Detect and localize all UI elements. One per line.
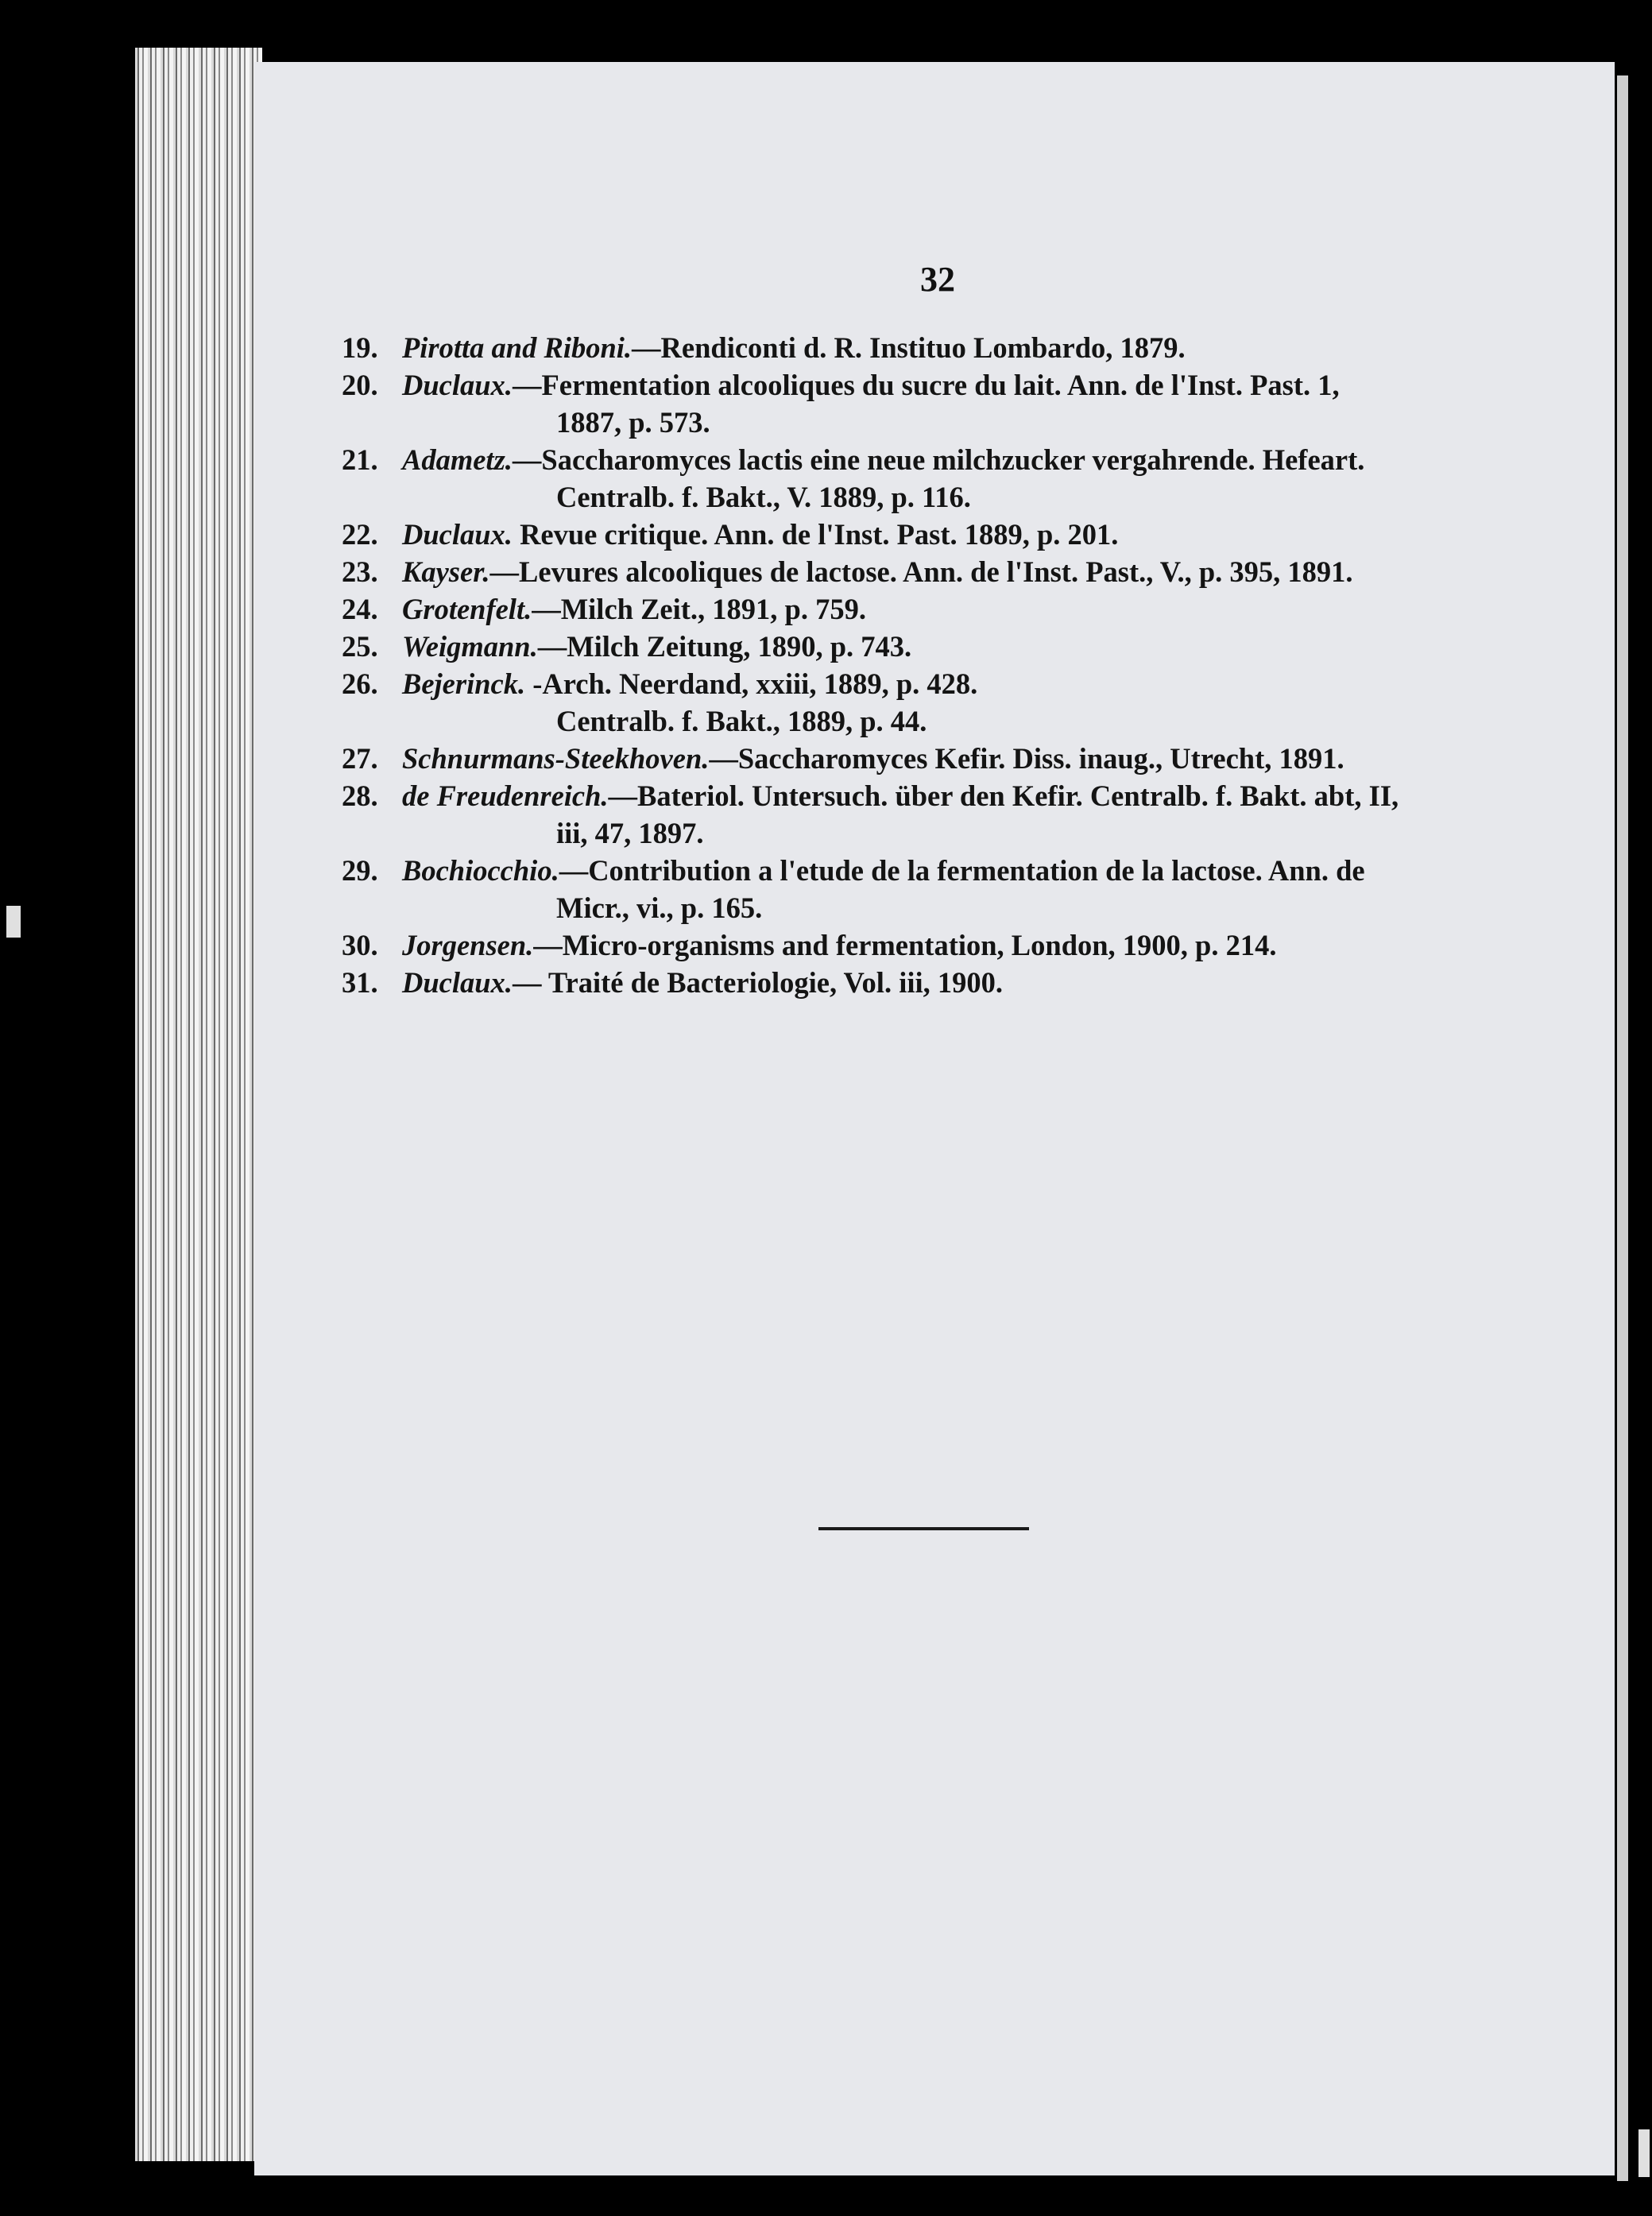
book-spine-edge xyxy=(135,48,262,2161)
reference-author: Bejerinck. xyxy=(402,667,526,700)
reference-continuation: Centralb. f. Bakt., 1889, p. 44. xyxy=(556,705,927,737)
reference-continuation: 1887, p. 573. xyxy=(556,406,710,439)
reference-number: 24. xyxy=(342,593,378,625)
reference-continuation: Micr., vi., p. 165. xyxy=(556,891,763,924)
reference-body xyxy=(402,665,1557,702)
reference-body xyxy=(402,926,1557,964)
reference-entry xyxy=(342,366,1557,404)
reference-entry xyxy=(342,329,1557,366)
reference-body xyxy=(402,366,1557,404)
reference-author: Adametz. xyxy=(402,443,513,476)
reference-entry xyxy=(342,740,1557,777)
reference-number: 21. xyxy=(342,443,378,476)
reference-author: Weigmann. xyxy=(402,630,538,663)
reference-text: —Saccharomyces lactis eine neue milchzucker vergahrende. Hefeart. xyxy=(512,443,1365,476)
reference-body xyxy=(402,590,1557,628)
reference-entry xyxy=(342,553,1557,590)
reference-body xyxy=(402,628,1557,665)
reference-body xyxy=(402,441,1557,478)
reference-number: 30. xyxy=(342,929,378,961)
reference-body xyxy=(402,852,1557,889)
reference-author: Kayser. xyxy=(402,555,490,588)
page-number: 32 xyxy=(920,260,955,299)
reference-number: 19. xyxy=(342,331,378,364)
reference-number: 31. xyxy=(342,966,378,999)
reference-entry xyxy=(342,665,1557,702)
reference-entry xyxy=(342,628,1557,665)
reference-author: Schnurmans-Steekhoven. xyxy=(402,742,710,775)
reference-continuation: Centralb. f. Bakt., V. 1889, p. 116. xyxy=(556,481,971,513)
reference-text: —Bateriol. Untersuch. über den Kefir. Centralb. f. Bakt. abt, II, xyxy=(608,779,1399,812)
reference-author: Duclaux. xyxy=(402,369,513,401)
section-divider-rule xyxy=(818,1527,1029,1530)
reference-author: de Freudenreich. xyxy=(402,779,609,812)
reference-text: —Rendiconti d. R. Instituo Lombardo, 1879. xyxy=(632,331,1186,364)
reference-text: —Fermentation alcooliques du sucre du lait. Ann. de l'Inst. Past. 1, xyxy=(512,369,1340,401)
reference-number: 27. xyxy=(342,742,378,775)
reference-text: —Milch Zeit., 1891, p. 759. xyxy=(532,593,866,625)
reference-entry xyxy=(342,964,1557,1001)
reference-entry xyxy=(342,516,1557,553)
reference-text: Revue critique. Ann. de l'Inst. Past. 1889, p. 201. xyxy=(512,518,1119,551)
reference-entry xyxy=(342,926,1557,964)
reference-author: Duclaux. xyxy=(402,518,513,551)
reference-entry xyxy=(342,590,1557,628)
reference-body xyxy=(402,553,1557,590)
reference-author: Pirotta and Riboni. xyxy=(402,331,633,364)
page-right-edge xyxy=(1617,75,1628,2181)
reference-author: Duclaux. xyxy=(402,966,513,999)
reference-text: —Milch Zeitung, 1890, p. 743. xyxy=(537,630,912,663)
reference-text: —Saccharomyces Kefir. Diss. inaug., Utrecht, 1891. xyxy=(709,742,1344,775)
reference-author: Grotenfelt. xyxy=(402,593,532,625)
reference-number: 20. xyxy=(342,369,378,401)
reference-body xyxy=(402,740,1557,777)
reference-text: — Traité de Bacteriologie, Vol. iii, 1900. xyxy=(512,966,1003,999)
reference-entry xyxy=(342,852,1557,889)
reference-text: —Micro-organisms and fermentation, London, 1900, p. 214. xyxy=(533,929,1277,961)
reference-body xyxy=(402,777,1557,814)
reference-text: —Levures alcooliques de lactose. Ann. de l'Inst. Past., V., p. 395, 1891. xyxy=(489,555,1353,588)
reference-number: 25. xyxy=(342,630,378,663)
reference-number: 29. xyxy=(342,854,378,887)
reference-continuation: iii, 47, 1897. xyxy=(556,817,704,849)
reference-entry xyxy=(342,441,1557,478)
reference-number: 26. xyxy=(342,667,378,700)
reference-author: Jorgensen. xyxy=(402,929,534,961)
reference-text: —Contribution a l'etude de la fermentation de la lactose. Ann. de xyxy=(559,854,1365,887)
scan-artifact xyxy=(1638,2129,1650,2177)
reference-number: 28. xyxy=(342,779,378,812)
reference-text: -Arch. Neerdand, xxiii, 1889, p. 428. xyxy=(525,667,978,700)
reference-author: Bochiocchio. xyxy=(402,854,559,887)
reference-entry xyxy=(342,777,1557,814)
reference-body xyxy=(402,516,1557,553)
reference-body xyxy=(402,964,1557,1001)
reference-list xyxy=(342,329,1557,1001)
reference-body xyxy=(402,329,1557,366)
scan-artifact xyxy=(6,906,21,938)
reference-number: 23. xyxy=(342,555,378,588)
reference-number: 22. xyxy=(342,518,378,551)
